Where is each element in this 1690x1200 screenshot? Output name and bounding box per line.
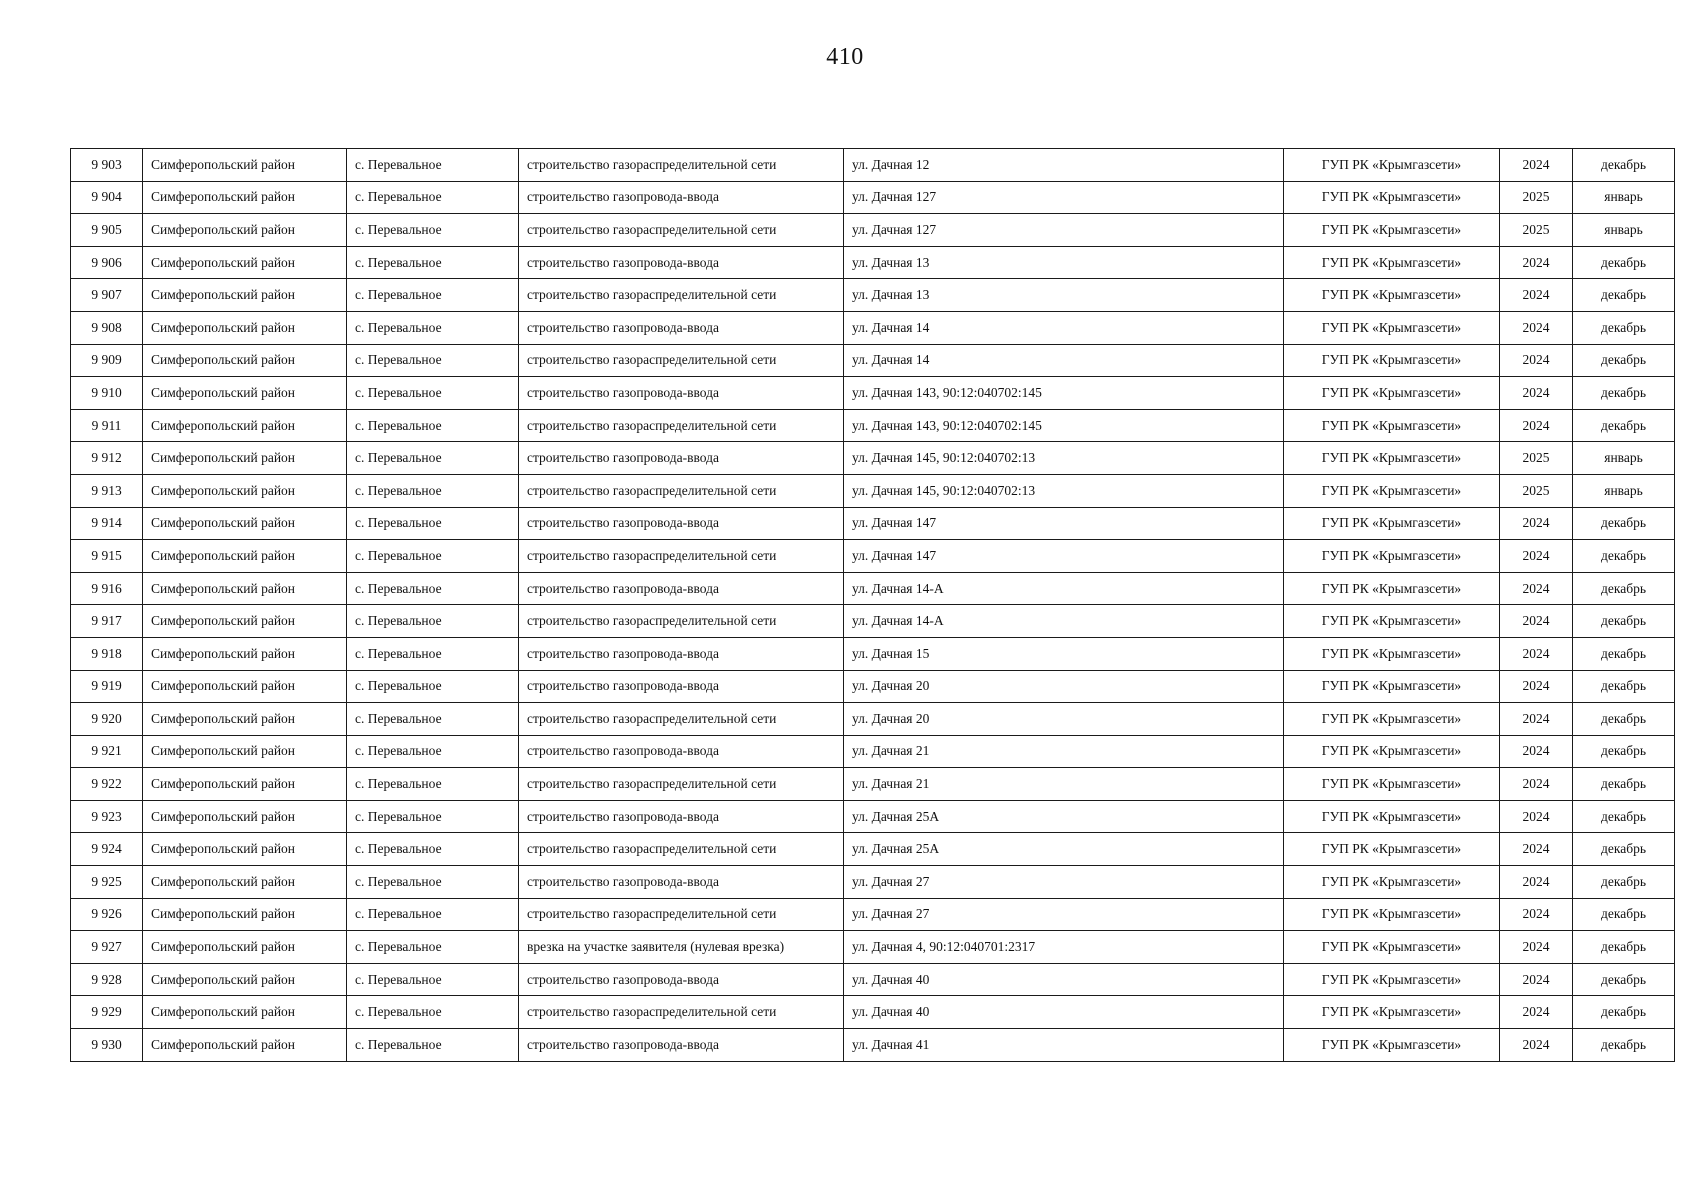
month-cell: декабрь	[1573, 246, 1675, 279]
row-number-cell: 9 926	[71, 898, 143, 931]
locality-cell: с. Перевальное	[347, 735, 519, 768]
operator-cell: ГУП РК «Крымгазсети»	[1284, 377, 1500, 410]
work-type-cell: строительство газораспределительной сети	[519, 540, 844, 573]
month-cell: январь	[1573, 214, 1675, 247]
year-cell: 2024	[1500, 540, 1573, 573]
month-cell: январь	[1573, 442, 1675, 475]
month-cell: декабрь	[1573, 409, 1675, 442]
row-number-cell: 9 903	[71, 149, 143, 182]
work-type-cell: строительство газопровода-ввода	[519, 800, 844, 833]
month-cell: декабрь	[1573, 735, 1675, 768]
locality-cell: с. Перевальное	[347, 246, 519, 279]
year-cell: 2024	[1500, 866, 1573, 899]
work-type-cell: строительство газопровода-ввода	[519, 181, 844, 214]
work-type-cell: строительство газопровода-ввода	[519, 735, 844, 768]
row-number-cell: 9 911	[71, 409, 143, 442]
work-type-cell: строительство газопровода-ввода	[519, 377, 844, 410]
table-row	[71, 507, 1675, 540]
district-cell: Симферопольский район	[143, 181, 347, 214]
row-number-cell: 9 912	[71, 442, 143, 475]
operator-cell: ГУП РК «Крымгазсети»	[1284, 149, 1500, 182]
year-cell: 2024	[1500, 898, 1573, 931]
district-cell: Симферопольский район	[143, 996, 347, 1029]
row-number-cell: 9 905	[71, 214, 143, 247]
month-cell: декабрь	[1573, 963, 1675, 996]
month-cell: декабрь	[1573, 605, 1675, 638]
year-cell: 2024	[1500, 377, 1573, 410]
table-row	[71, 572, 1675, 605]
month-cell: январь	[1573, 474, 1675, 507]
address-cell: ул. Дачная 127	[844, 181, 1284, 214]
district-cell: Симферопольский район	[143, 735, 347, 768]
address-cell: ул. Дачная 21	[844, 768, 1284, 801]
table-row	[71, 149, 1675, 182]
operator-cell: ГУП РК «Крымгазсети»	[1284, 833, 1500, 866]
work-type-cell: строительство газораспределительной сети	[519, 768, 844, 801]
address-cell: ул. Дачная 15	[844, 637, 1284, 670]
district-cell: Симферопольский район	[143, 246, 347, 279]
locality-cell: с. Перевальное	[347, 833, 519, 866]
address-cell: ул. Дачная 13	[844, 246, 1284, 279]
locality-cell: с. Перевальное	[347, 181, 519, 214]
row-number-cell: 9 907	[71, 279, 143, 312]
locality-cell: с. Перевальное	[347, 898, 519, 931]
month-cell: декабрь	[1573, 866, 1675, 899]
month-cell: декабрь	[1573, 311, 1675, 344]
row-number-cell: 9 904	[71, 181, 143, 214]
table-row	[71, 540, 1675, 573]
operator-cell: ГУП РК «Крымгазсети»	[1284, 572, 1500, 605]
address-cell: ул. Дачная 143, 90:12:040702:145	[844, 409, 1284, 442]
work-type-cell: строительство газопровода-ввода	[519, 442, 844, 475]
district-cell: Симферопольский район	[143, 703, 347, 736]
district-cell: Симферопольский район	[143, 931, 347, 964]
year-cell: 2024	[1500, 996, 1573, 1029]
year-cell: 2024	[1500, 670, 1573, 703]
table-row	[71, 996, 1675, 1029]
operator-cell: ГУП РК «Крымгазсети»	[1284, 442, 1500, 475]
year-cell: 2024	[1500, 572, 1573, 605]
district-cell: Симферопольский район	[143, 540, 347, 573]
locality-cell: с. Перевальное	[347, 279, 519, 312]
row-number-cell: 9 910	[71, 377, 143, 410]
district-cell: Симферопольский район	[143, 768, 347, 801]
work-type-cell: строительство газораспределительной сети	[519, 344, 844, 377]
row-number-cell: 9 927	[71, 931, 143, 964]
work-type-cell: строительство газораспределительной сети	[519, 833, 844, 866]
district-cell: Симферопольский район	[143, 409, 347, 442]
district-cell: Симферопольский район	[143, 442, 347, 475]
district-cell: Симферопольский район	[143, 474, 347, 507]
address-cell: ул. Дачная 20	[844, 703, 1284, 736]
month-cell: декабрь	[1573, 540, 1675, 573]
work-type-cell: строительство газораспределительной сети	[519, 605, 844, 638]
operator-cell: ГУП РК «Крымгазсети»	[1284, 605, 1500, 638]
page-number: 410	[826, 44, 864, 70]
work-type-cell: строительство газораспределительной сети	[519, 214, 844, 247]
month-cell: декабрь	[1573, 996, 1675, 1029]
work-type-cell: врезка на участке заявителя (нулевая врезка)	[519, 931, 844, 964]
locality-cell: с. Перевальное	[347, 344, 519, 377]
row-number-cell: 9 923	[71, 800, 143, 833]
address-cell: ул. Дачная 4, 90:12:040701:2317	[844, 931, 1284, 964]
locality-cell: с. Перевальное	[347, 507, 519, 540]
year-cell: 2024	[1500, 735, 1573, 768]
locality-cell: с. Перевальное	[347, 703, 519, 736]
operator-cell: ГУП РК «Крымгазсети»	[1284, 344, 1500, 377]
operator-cell: ГУП РК «Крымгазсети»	[1284, 800, 1500, 833]
address-cell: ул. Дачная 14-А	[844, 572, 1284, 605]
row-number-cell: 9 929	[71, 996, 143, 1029]
district-cell: Симферопольский район	[143, 637, 347, 670]
row-number-cell: 9 908	[71, 311, 143, 344]
month-cell: январь	[1573, 181, 1675, 214]
work-type-cell: строительство газопровода-ввода	[519, 246, 844, 279]
table-row	[71, 898, 1675, 931]
district-cell: Симферопольский район	[143, 833, 347, 866]
table-body	[71, 149, 1675, 1062]
address-cell: ул. Дачная 40	[844, 963, 1284, 996]
district-cell: Симферопольский район	[143, 572, 347, 605]
table-row	[71, 409, 1675, 442]
operator-cell: ГУП РК «Крымгазсети»	[1284, 898, 1500, 931]
operator-cell: ГУП РК «Крымгазсети»	[1284, 735, 1500, 768]
year-cell: 2024	[1500, 637, 1573, 670]
row-number-cell: 9 921	[71, 735, 143, 768]
work-type-cell: строительство газопровода-ввода	[519, 637, 844, 670]
locality-cell: с. Перевальное	[347, 442, 519, 475]
locality-cell: с. Перевальное	[347, 540, 519, 573]
operator-cell: ГУП РК «Крымгазсети»	[1284, 637, 1500, 670]
address-cell: ул. Дачная 147	[844, 540, 1284, 573]
table-row	[71, 1029, 1675, 1062]
locality-cell: с. Перевальное	[347, 637, 519, 670]
locality-cell: с. Перевальное	[347, 1029, 519, 1062]
year-cell: 2024	[1500, 605, 1573, 638]
row-number-cell: 9 906	[71, 246, 143, 279]
row-number-cell: 9 914	[71, 507, 143, 540]
table-row	[71, 931, 1675, 964]
address-cell: ул. Дачная 27	[844, 866, 1284, 899]
month-cell: декабрь	[1573, 377, 1675, 410]
address-cell: ул. Дачная 41	[844, 1029, 1284, 1062]
operator-cell: ГУП РК «Крымгазсети»	[1284, 963, 1500, 996]
district-cell: Симферопольский район	[143, 1029, 347, 1062]
year-cell: 2024	[1500, 800, 1573, 833]
locality-cell: с. Перевальное	[347, 605, 519, 638]
table-row	[71, 866, 1675, 899]
district-cell: Симферопольский район	[143, 898, 347, 931]
locality-cell: с. Перевальное	[347, 572, 519, 605]
month-cell: декабрь	[1573, 931, 1675, 964]
table-row	[71, 181, 1675, 214]
locality-cell: с. Перевальное	[347, 931, 519, 964]
row-number-cell: 9 920	[71, 703, 143, 736]
year-cell: 2024	[1500, 1029, 1573, 1062]
work-type-cell: строительство газораспределительной сети	[519, 409, 844, 442]
work-type-cell: строительство газопровода-ввода	[519, 507, 844, 540]
locality-cell: с. Перевальное	[347, 409, 519, 442]
year-cell: 2024	[1500, 507, 1573, 540]
operator-cell: ГУП РК «Крымгазсети»	[1284, 246, 1500, 279]
table-row	[71, 703, 1675, 736]
year-cell: 2024	[1500, 833, 1573, 866]
operator-cell: ГУП РК «Крымгазсети»	[1284, 931, 1500, 964]
table-row	[71, 768, 1675, 801]
year-cell: 2025	[1500, 474, 1573, 507]
year-cell: 2024	[1500, 311, 1573, 344]
table-row	[71, 833, 1675, 866]
address-cell: ул. Дачная 14	[844, 311, 1284, 344]
table-row	[71, 442, 1675, 475]
locality-cell: с. Перевальное	[347, 963, 519, 996]
operator-cell: ГУП РК «Крымгазсети»	[1284, 279, 1500, 312]
table-row	[71, 279, 1675, 312]
address-cell: ул. Дачная 25А	[844, 833, 1284, 866]
district-cell: Симферопольский район	[143, 279, 347, 312]
locality-cell: с. Перевальное	[347, 149, 519, 182]
work-type-cell: строительство газораспределительной сети	[519, 996, 844, 1029]
operator-cell: ГУП РК «Крымгазсети»	[1284, 507, 1500, 540]
operator-cell: ГУП РК «Крымгазсети»	[1284, 311, 1500, 344]
work-type-cell: строительство газораспределительной сети	[519, 474, 844, 507]
address-cell: ул. Дачная 40	[844, 996, 1284, 1029]
operator-cell: ГУП РК «Крымгазсети»	[1284, 703, 1500, 736]
address-cell: ул. Дачная 25А	[844, 800, 1284, 833]
row-number-cell: 9 918	[71, 637, 143, 670]
locality-cell: с. Перевальное	[347, 377, 519, 410]
table-row	[71, 800, 1675, 833]
year-cell: 2024	[1500, 768, 1573, 801]
table-row	[71, 246, 1675, 279]
address-cell: ул. Дачная 147	[844, 507, 1284, 540]
district-cell: Симферопольский район	[143, 377, 347, 410]
address-cell: ул. Дачная 12	[844, 149, 1284, 182]
district-cell: Симферопольский район	[143, 605, 347, 638]
month-cell: декабрь	[1573, 833, 1675, 866]
district-cell: Симферопольский район	[143, 149, 347, 182]
locality-cell: с. Перевальное	[347, 311, 519, 344]
operator-cell: ГУП РК «Крымгазсети»	[1284, 409, 1500, 442]
district-cell: Симферопольский район	[143, 670, 347, 703]
row-number-cell: 9 915	[71, 540, 143, 573]
operator-cell: ГУП РК «Крымгазсети»	[1284, 1029, 1500, 1062]
month-cell: декабрь	[1573, 1029, 1675, 1062]
row-number-cell: 9 928	[71, 963, 143, 996]
operator-cell: ГУП РК «Крымгазсети»	[1284, 996, 1500, 1029]
year-cell: 2024	[1500, 409, 1573, 442]
operator-cell: ГУП РК «Крымгазсети»	[1284, 866, 1500, 899]
address-cell: ул. Дачная 143, 90:12:040702:145	[844, 377, 1284, 410]
operator-cell: ГУП РК «Крымгазсети»	[1284, 768, 1500, 801]
month-cell: декабрь	[1573, 670, 1675, 703]
locality-cell: с. Перевальное	[347, 214, 519, 247]
row-number-cell: 9 917	[71, 605, 143, 638]
month-cell: декабрь	[1573, 572, 1675, 605]
month-cell: декабрь	[1573, 507, 1675, 540]
address-cell: ул. Дачная 27	[844, 898, 1284, 931]
work-type-cell: строительство газораспределительной сети	[519, 703, 844, 736]
month-cell: декабрь	[1573, 279, 1675, 312]
row-number-cell: 9 913	[71, 474, 143, 507]
row-number-cell: 9 922	[71, 768, 143, 801]
month-cell: декабрь	[1573, 703, 1675, 736]
table-row	[71, 344, 1675, 377]
operator-cell: ГУП РК «Крымгазсети»	[1284, 670, 1500, 703]
table-row	[71, 311, 1675, 344]
district-cell: Симферопольский район	[143, 507, 347, 540]
year-cell: 2024	[1500, 931, 1573, 964]
year-cell: 2025	[1500, 181, 1573, 214]
work-type-cell: строительство газопровода-ввода	[519, 866, 844, 899]
district-cell: Симферопольский район	[143, 214, 347, 247]
work-type-cell: строительство газораспределительной сети	[519, 149, 844, 182]
address-cell: ул. Дачная 13	[844, 279, 1284, 312]
district-cell: Симферопольский район	[143, 963, 347, 996]
work-type-cell: строительство газопровода-ввода	[519, 311, 844, 344]
operator-cell: ГУП РК «Крымгазсети»	[1284, 181, 1500, 214]
table-row	[71, 735, 1675, 768]
locality-cell: с. Перевальное	[347, 800, 519, 833]
year-cell: 2024	[1500, 246, 1573, 279]
district-cell: Симферопольский район	[143, 344, 347, 377]
address-cell: ул. Дачная 14	[844, 344, 1284, 377]
gasification-schedule-table	[70, 148, 1675, 1062]
row-number-cell: 9 924	[71, 833, 143, 866]
district-cell: Симферопольский район	[143, 311, 347, 344]
row-number-cell: 9 925	[71, 866, 143, 899]
year-cell: 2024	[1500, 149, 1573, 182]
locality-cell: с. Перевальное	[347, 474, 519, 507]
row-number-cell: 9 919	[71, 670, 143, 703]
district-cell: Симферопольский район	[143, 800, 347, 833]
table-row	[71, 670, 1675, 703]
work-type-cell: строительство газопровода-ввода	[519, 670, 844, 703]
address-cell: ул. Дачная 20	[844, 670, 1284, 703]
operator-cell: ГУП РК «Крымгазсети»	[1284, 214, 1500, 247]
locality-cell: с. Перевальное	[347, 996, 519, 1029]
row-number-cell: 9 930	[71, 1029, 143, 1062]
locality-cell: с. Перевальное	[347, 768, 519, 801]
locality-cell: с. Перевальное	[347, 866, 519, 899]
year-cell: 2025	[1500, 442, 1573, 475]
year-cell: 2024	[1500, 279, 1573, 312]
table-row	[71, 474, 1675, 507]
table-row	[71, 963, 1675, 996]
year-cell: 2024	[1500, 963, 1573, 996]
year-cell: 2024	[1500, 703, 1573, 736]
table-row	[71, 637, 1675, 670]
work-type-cell: строительство газораспределительной сети	[519, 279, 844, 312]
month-cell: декабрь	[1573, 898, 1675, 931]
year-cell: 2024	[1500, 344, 1573, 377]
work-type-cell: строительство газопровода-ввода	[519, 572, 844, 605]
month-cell: декабрь	[1573, 768, 1675, 801]
month-cell: декабрь	[1573, 344, 1675, 377]
year-cell: 2025	[1500, 214, 1573, 247]
work-type-cell: строительство газопровода-ввода	[519, 963, 844, 996]
address-cell: ул. Дачная 127	[844, 214, 1284, 247]
month-cell: декабрь	[1573, 800, 1675, 833]
operator-cell: ГУП РК «Крымгазсети»	[1284, 540, 1500, 573]
row-number-cell: 9 916	[71, 572, 143, 605]
operator-cell: ГУП РК «Крымгазсети»	[1284, 474, 1500, 507]
table-row	[71, 605, 1675, 638]
work-type-cell: строительство газопровода-ввода	[519, 1029, 844, 1062]
locality-cell: с. Перевальное	[347, 670, 519, 703]
work-type-cell: строительство газораспределительной сети	[519, 898, 844, 931]
row-number-cell: 9 909	[71, 344, 143, 377]
address-cell: ул. Дачная 145, 90:12:040702:13	[844, 442, 1284, 475]
address-cell: ул. Дачная 21	[844, 735, 1284, 768]
month-cell: декабрь	[1573, 637, 1675, 670]
address-cell: ул. Дачная 145, 90:12:040702:13	[844, 474, 1284, 507]
district-cell: Симферопольский район	[143, 866, 347, 899]
table-row	[71, 377, 1675, 410]
address-cell: ул. Дачная 14-А	[844, 605, 1284, 638]
month-cell: декабрь	[1573, 149, 1675, 182]
table-row	[71, 214, 1675, 247]
